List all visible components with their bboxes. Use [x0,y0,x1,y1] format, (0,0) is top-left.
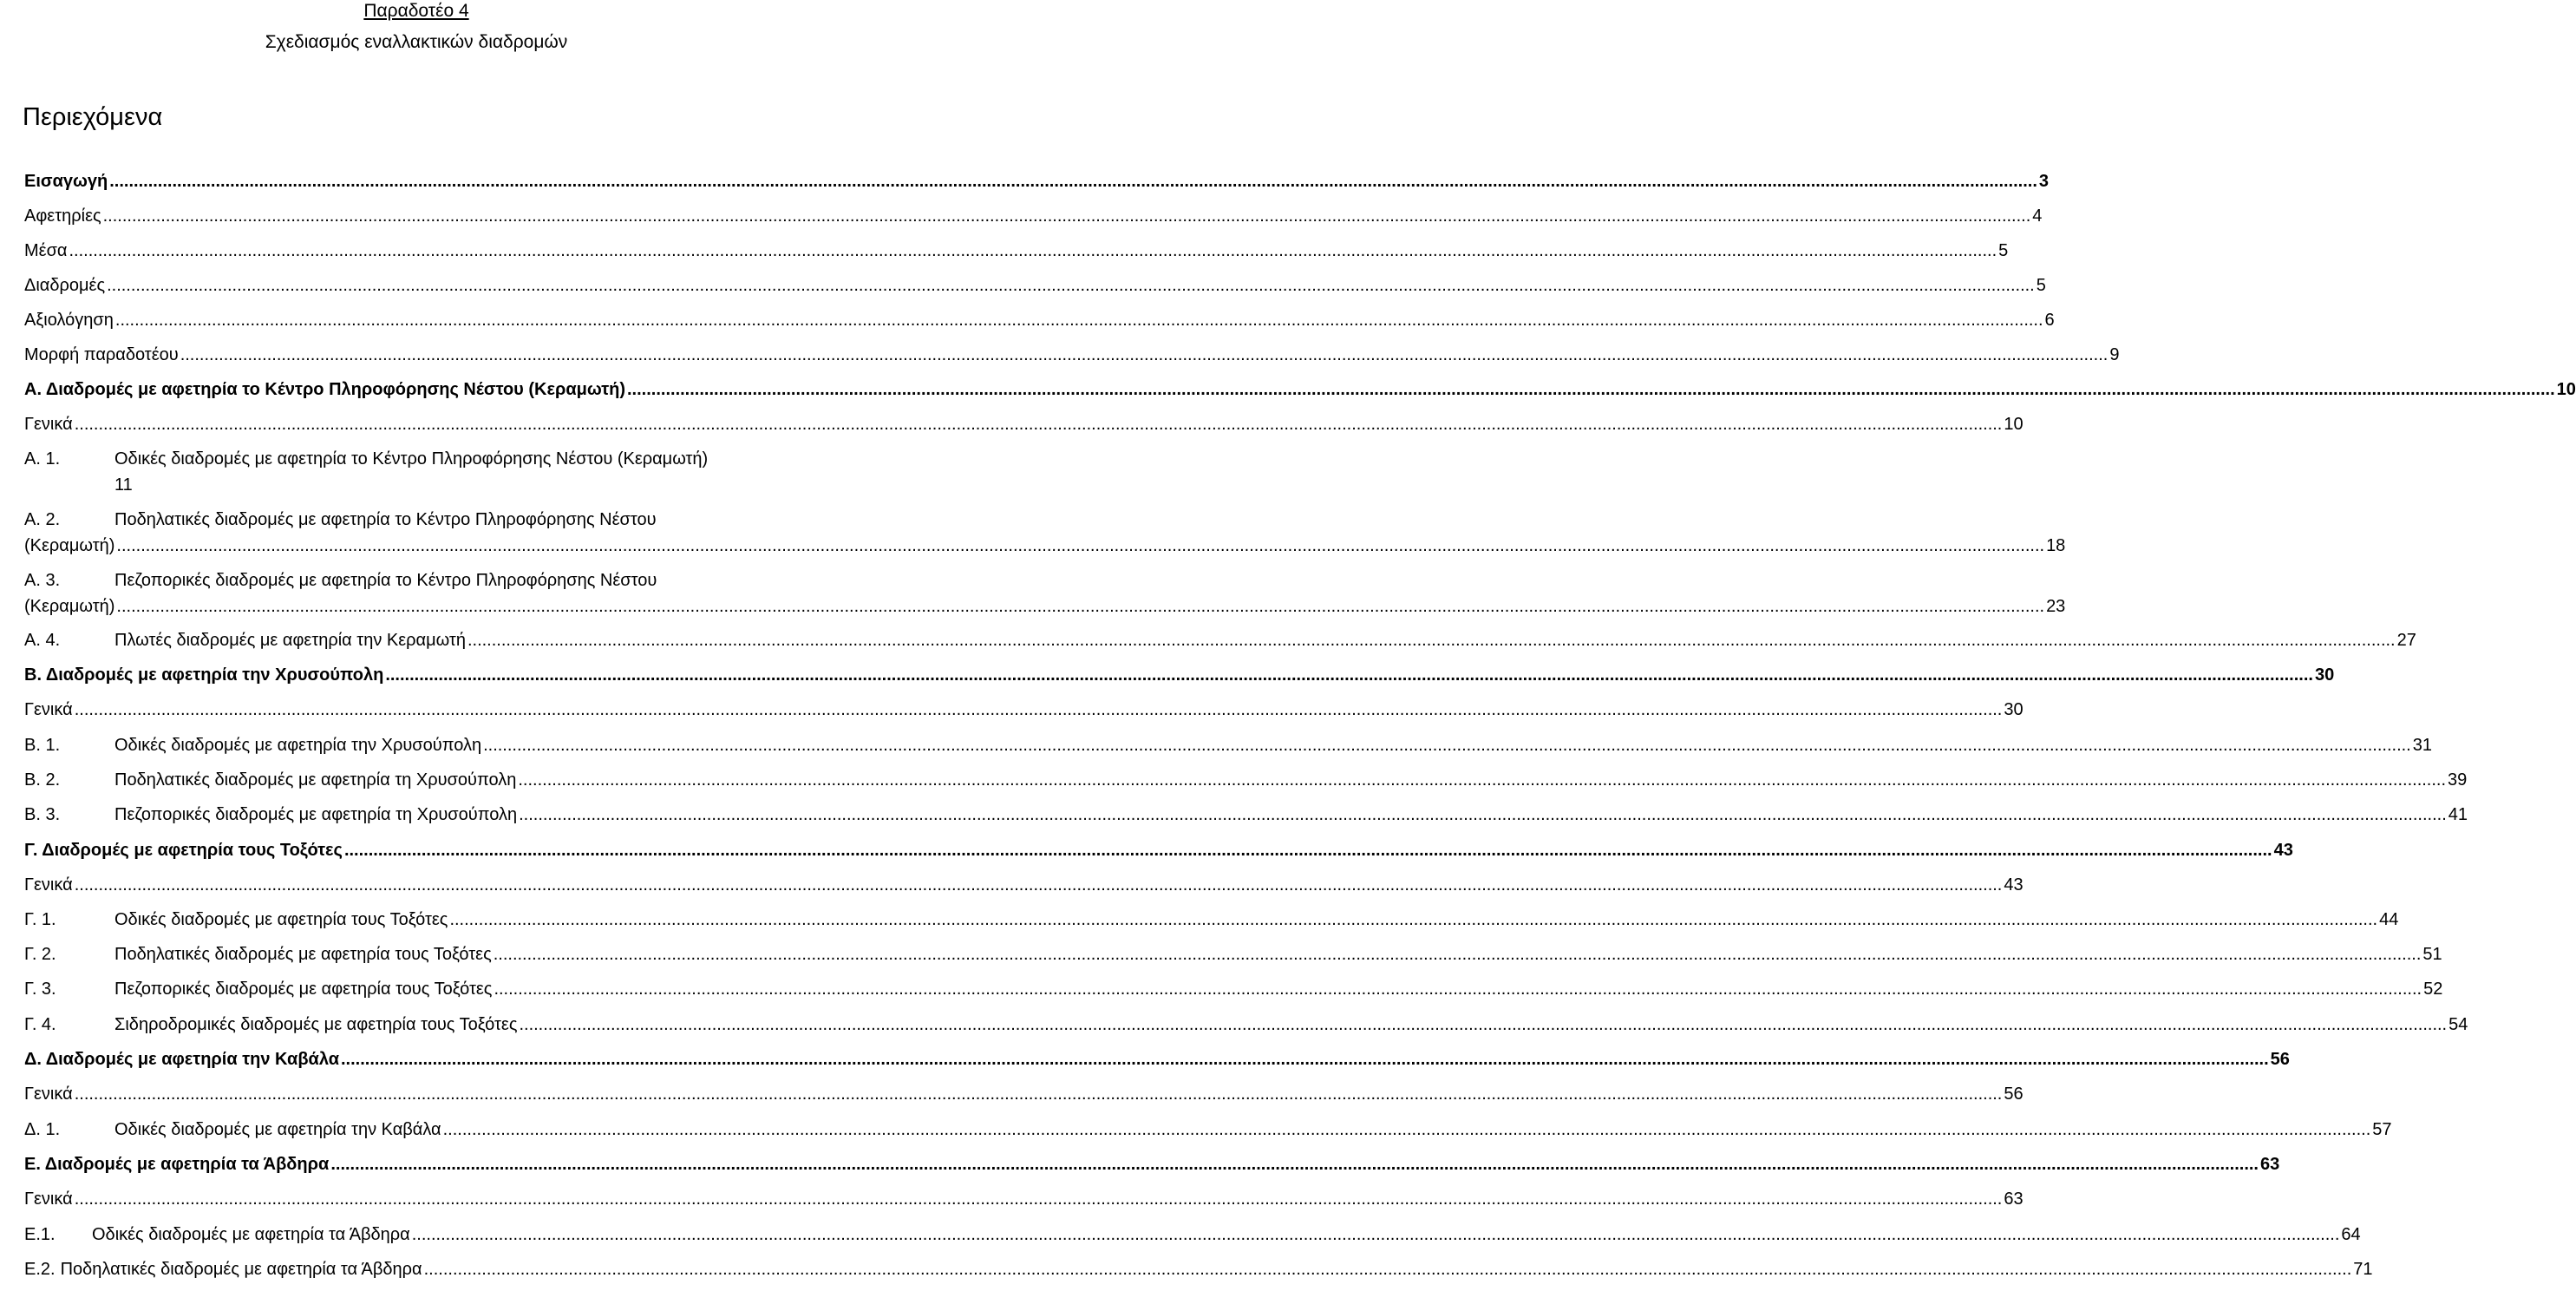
toc-entry-label: Οδικές διαδρομές με αφετηρία την Χρυσούπολη [114,736,482,755]
toc-entry-label: Οδικές διαδρομές με αφετηρία το Κέντρο Πληροφόρησης Νέστου (Κεραμωτή) [114,449,709,469]
toc-entry-label-continued: (Κεραμωτή) [24,536,115,555]
toc-entry[interactable] [24,309,2055,331]
toc-entry-label-continued: (Κεραμωτή) [24,597,115,616]
toc-entry-page: 54 [2449,1015,2468,1034]
toc-entry-page: 63 [2259,1155,2280,1174]
toc-entry-page: 10 [2556,380,2576,399]
toc-entry-label: Αφετηρίες [24,206,101,226]
toc-entry-page: 56 [2004,1085,2024,1104]
toc-leader-dots: ................................................................................................................................................................................................................................................................................................................................................................................................................ [494,980,2422,999]
toc-entry[interactable] [24,413,2024,436]
toc-entry-page: 27 [2396,631,2416,650]
toc-entry[interactable] [24,448,833,470]
toc-entry-label: Οδικές διαδρομές με αφετηρία την Καβάλα [114,1120,441,1139]
toc-leader-dots: ................................................................................................................................................................................................................................................................................................................................................................................................................ [74,875,2003,895]
toc-entry[interactable] [24,344,2120,366]
toc-entry-page: 57 [2372,1120,2392,1139]
toc-entry-page: 9 [2109,345,2120,364]
toc-entry-number: Γ. 4. [24,1015,56,1034]
document-subtitle: Σχεδιασμός εναλλακτικών διαδρομών [265,32,568,52]
toc-entry[interactable] [24,378,2576,401]
toc-entry[interactable] [24,908,2399,931]
toc-entry-label: Διαδρομές [24,276,106,295]
toc-leader-dots: ................................................................................................................................................................................................................................................................................................................................................................................................................ [423,1260,2352,1279]
toc-heading: Περιεχόμενα [23,103,163,131]
toc-entry-label: Α. Διαδρομές με αφετηρία το Κέντρο Πληροφόρησης Νέστου (Κεραμωτή) [24,380,625,399]
toc-entry-number: Ε.1. [24,1225,56,1244]
toc-entry-number: Γ. 1. [24,910,56,929]
toc-entry-label: Ποδηλατικές διαδρομές με αφετηρία τους Τοξότες [114,945,492,964]
toc-leader-dots: ................................................................................................................................................................................................................................................................................................................................................................................................................ [116,536,2045,555]
toc-entry-number: Α. 1. [24,449,61,469]
toc-entry-page: 71 [2353,1260,2373,1279]
toc-entry[interactable] [24,698,2024,721]
toc-entry-label: Ποδηλατικές διαδρομές με αφετηρία το Κέντρο Πληροφόρησης Νέστου [114,510,657,529]
toc-entry[interactable] [24,874,2024,896]
toc-entry-label: Οδικές διαδρομές με αφετηρία τους Τοξότες [114,910,448,929]
toc-leader-dots: ................................................................................................................................................................................................................................................................................................................................................................................................................ [627,380,2555,399]
toc-leader-dots: ................................................................................................................................................................................................................................................................................................................................................................................................................ [74,1189,2003,1209]
toc-entry[interactable] [24,1188,2024,1210]
toc-entry[interactable] [24,1013,2468,1036]
toc-entry-label: Αξιολόγηση [24,311,114,330]
toc-entry-label: Γ. Διαδρομές με αφετηρία τους Τοξότες [24,841,343,860]
toc-leader-dots: ................................................................................................................................................................................................................................................................................................................................................................................................................ [74,415,2003,434]
toc-entry-number: Α. 4. [24,631,61,650]
toc-entry-page: 30 [2314,665,2335,685]
toc-entry[interactable] [24,978,2443,1000]
toc-entry-label: Γενικά [24,1085,73,1104]
toc-entry[interactable] [24,1048,2290,1071]
toc-entry-number: Β. 2. [24,770,61,790]
toc-entry-number: Γ. 3. [24,980,56,999]
toc-entry[interactable] [24,508,833,531]
toc-entry-label: Οδικές διαδρομές με αφετηρία τα Άβδηρα [92,1225,410,1244]
toc-leader-dots: ................................................................................................................................................................................................................................................................................................................................................................................................................ [483,736,2411,755]
toc-entry-page: 3 [2038,172,2050,191]
toc-entry-label: Γενικά [24,1189,73,1209]
document-title: Παραδοτέο 4 [363,1,469,21]
toc-entry-label: Μορφή παραδοτέου [24,345,179,364]
toc-entry[interactable] [24,1118,2392,1141]
toc-leader-dots: ................................................................................................................................................................................................................................................................................................................................................................................................................ [180,345,2109,364]
toc-entry[interactable] [24,803,2468,826]
toc-leader-dots: ................................................................................................................................................................................................................................................................................................................................................................................................................ [449,910,2378,929]
toc-leader-dots: ................................................................................................................................................................................................................................................................................................................................................................................................................ [102,206,2031,226]
toc-entry-label: Γενικά [24,415,73,434]
toc-leader-dots: ................................................................................................................................................................................................................................................................................................................................................................................................................ [109,172,2037,191]
toc-entry[interactable] [24,1258,2373,1281]
toc-entry-page: 6 [2044,311,2055,330]
toc-entry-continuation [24,595,2066,618]
toc-entry-page: 64 [2341,1225,2361,1244]
toc-entry-label: Ε. Διαδρομές με αφετηρία τα Άβδηρα [24,1155,330,1174]
toc-entry[interactable] [24,664,2335,686]
toc-entry-number: Β. 1. [24,736,61,755]
toc-entry-page: 11 [114,475,133,495]
toc-entry[interactable] [24,943,2442,966]
toc-entry-label: Ποδηλατικές διαδρομές με αφετηρία τη Χρυσούπολη [114,770,517,790]
toc-entry-number: Ε.2. [24,1260,56,1279]
toc-entry-label: Πεζοπορικές διαδρομές με αφετηρία τη Χρυσούπολη [114,805,518,824]
toc-entry[interactable] [24,205,2043,227]
toc-entry[interactable] [24,734,2432,757]
toc-leader-dots: ................................................................................................................................................................................................................................................................................................................................................................................................................ [518,770,2447,790]
toc-leader-dots: ................................................................................................................................................................................................................................................................................................................................................................................................................ [385,665,2313,685]
toc-entry-label: Σιδηροδρομικές διαδρομές με αφετηρία τους Τοξότες [114,1015,518,1034]
toc-leader-dots: ................................................................................................................................................................................................................................................................................................................................................................................................................ [74,700,2003,719]
toc-entry-number: Δ. 1. [24,1120,61,1139]
toc-entry-page: 63 [2004,1189,2024,1209]
toc-entry[interactable] [24,1083,2024,1105]
toc-entry[interactable] [24,1223,2361,1246]
toc-entry-page: 4 [2032,206,2043,226]
toc-entry-page: 23 [2046,597,2066,616]
toc-entry-page: 5 [2036,276,2046,295]
toc-entry[interactable] [24,769,2468,791]
toc-entry-page: 10 [2004,415,2024,434]
toc-leader-dots: ................................................................................................................................................................................................................................................................................................................................................................................................................ [116,597,2045,616]
toc-entry-label: Πλωτές διαδρομές με αφετηρία την Κεραμωτή [114,631,466,650]
toc-entry-number: Α. 2. [24,510,61,529]
toc-entry-number: Γ. 2. [24,945,56,964]
toc-leader-dots: ................................................................................................................................................................................................................................................................................................................................................................................................................ [442,1120,2371,1139]
toc-leader-dots: ................................................................................................................................................................................................................................................................................................................................................................................................................ [519,1015,2448,1034]
toc-entry-label: Ποδηλατικές διαδρομές με αφετηρία τα Άβδηρα [60,1260,422,1279]
toc-entry-label: Πεζοπορικές διαδρομές με αφετηρία τους Τοξότες [114,980,493,999]
toc-leader-dots: ................................................................................................................................................................................................................................................................................................................................................................................................................ [519,805,2447,824]
toc-leader-dots: ................................................................................................................................................................................................................................................................................................................................................................................................................ [107,276,2035,295]
toc-leader-dots: ................................................................................................................................................................................................................................................................................................................................................................................................................ [69,241,1997,260]
toc-entry-number: Β. 3. [24,805,61,824]
toc-entry-label: Γενικά [24,700,73,719]
toc-leader-dots: ................................................................................................................................................................................................................................................................................................................................................................................................................ [114,311,2043,330]
toc-entry[interactable] [24,170,2050,193]
toc-entry[interactable] [24,629,2416,652]
toc-entry-page: 31 [2412,736,2432,755]
toc-entry-page: 5 [1998,241,2009,260]
toc-leader-dots: ................................................................................................................................................................................................................................................................................................................................................................................................................ [330,1155,2259,1174]
toc-entry-label: Εισαγωγή [24,172,108,191]
toc-entry-continuation [24,534,2066,557]
toc-entry-label: Β. Διαδρομές με αφετηρία την Χρυσούπολη [24,665,384,685]
toc-entry-label: Πεζοπορικές διαδρομές με αφετηρία το Κέντρο Πληροφόρησης Νέστου [114,571,657,590]
toc-entry-page: 30 [2004,700,2024,719]
toc-entry-label: Γενικά [24,875,73,895]
toc-entry-label: Δ. Διαδρομές με αφετηρία την Καβάλα [24,1050,339,1069]
toc-entry-page: 41 [2448,805,2468,824]
toc-entry[interactable] [24,839,2293,862]
toc-leader-dots: ................................................................................................................................................................................................................................................................................................................................................................................................................ [341,1050,2269,1069]
toc-entry-page: 39 [2448,770,2468,790]
toc-entry-label: Μέσα [24,241,68,260]
toc-entry[interactable] [24,274,2046,297]
toc-leader-dots: ................................................................................................................................................................................................................................................................................................................................................................................................................ [493,945,2422,964]
toc-entry-page: 44 [2379,910,2399,929]
toc-entry-page: 56 [2270,1050,2290,1069]
toc-leader-dots: ................................................................................................................................................................................................................................................................................................................................................................................................................ [74,1085,2003,1104]
toc-leader-dots: ................................................................................................................................................................................................................................................................................................................................................................................................................ [411,1225,2340,1244]
toc-leader-dots: ................................................................................................................................................................................................................................................................................................................................................................................................................ [467,631,2396,650]
toc-entry-page: 51 [2422,945,2442,964]
toc-entry-number: Α. 3. [24,571,61,590]
toc-entry-page: 43 [2273,841,2293,860]
toc-entry[interactable] [24,1153,2280,1176]
toc-entry[interactable] [24,569,833,592]
toc-entry-page: 43 [2004,875,2024,895]
toc-leader-dots: ................................................................................................................................................................................................................................................................................................................................................................................................................ [343,841,2272,860]
toc-entry-page: 52 [2423,980,2443,999]
toc-entry-page: 18 [2046,536,2066,555]
toc-entry[interactable] [24,239,2009,262]
